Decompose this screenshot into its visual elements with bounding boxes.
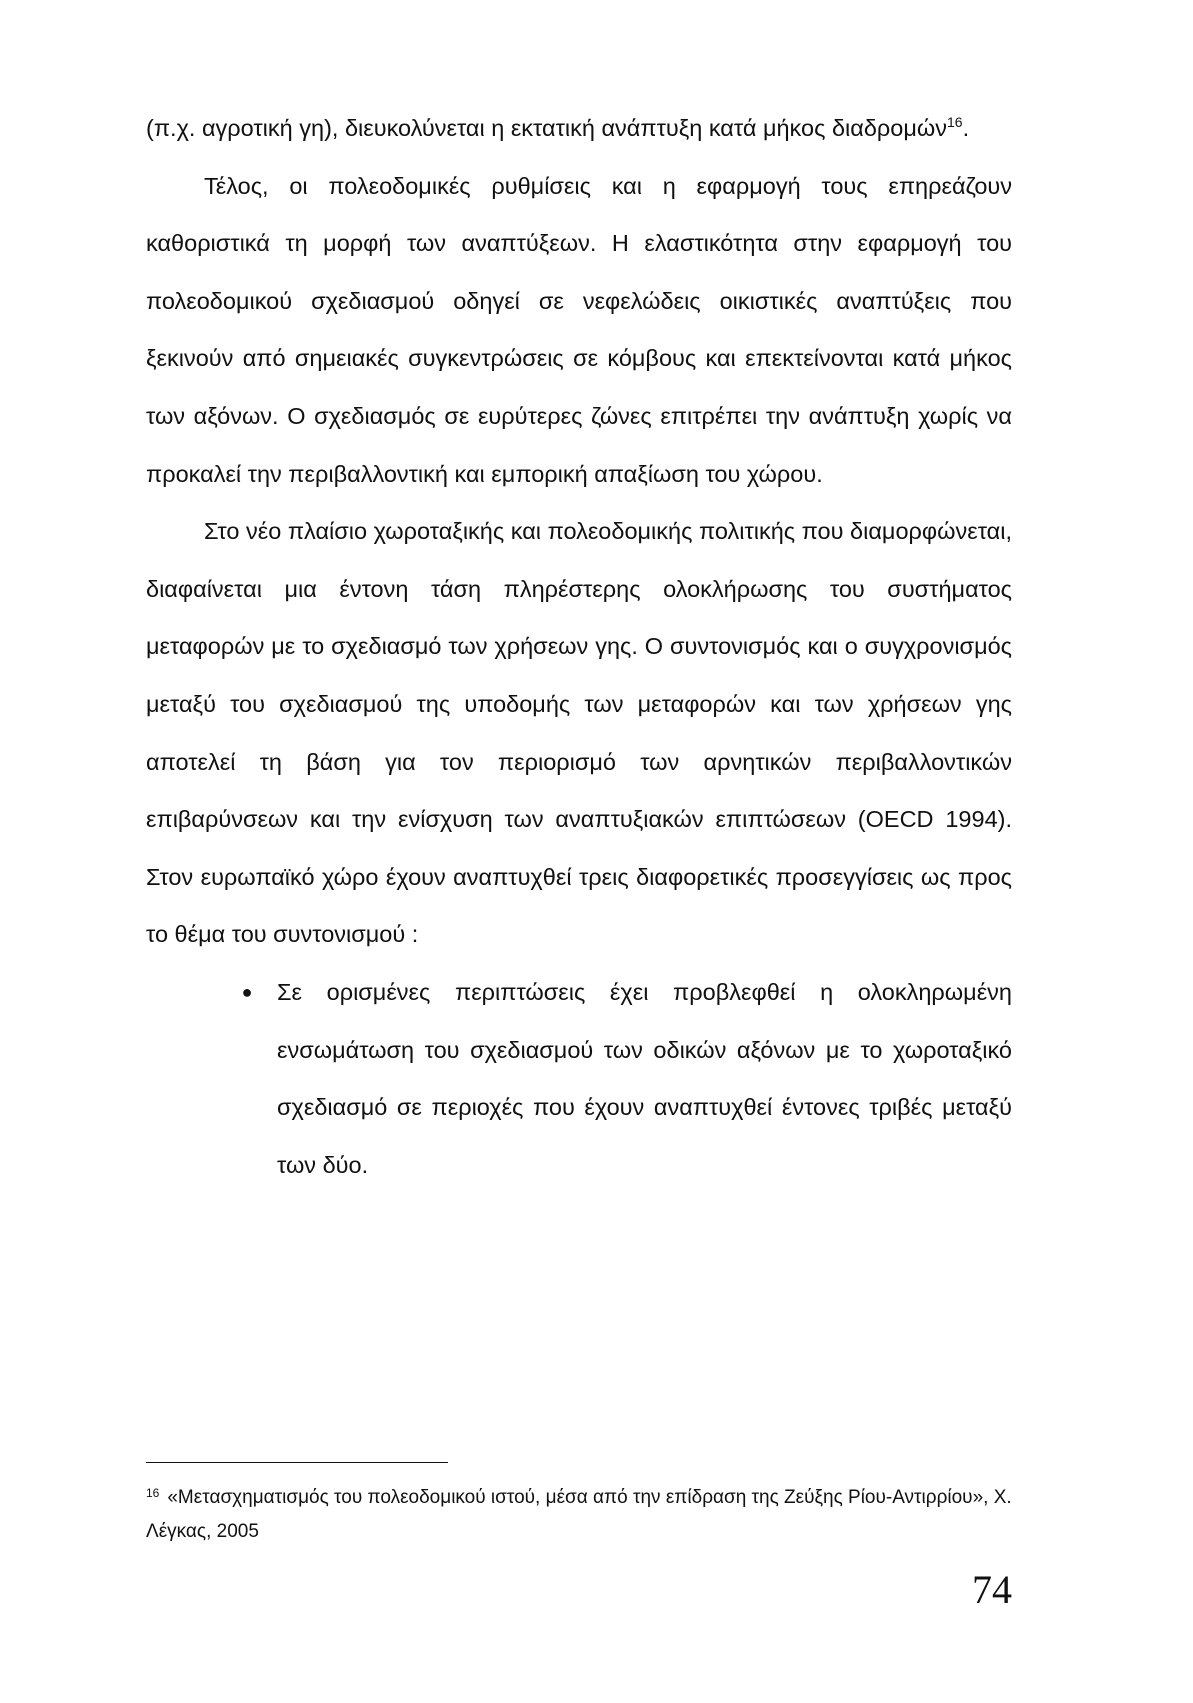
paragraph-1-text: (π.χ. αγροτική γη), διευκολύνεται η εκτατική ανάπτυξη κατά μήκος διαδρομών [146,115,947,141]
document-body [146,100,1012,1194]
list-item [241,964,1012,1194]
footnote-text: «Μετασχηματισμός του πολεοδομικού ιστού, μέσα από την επίδραση της Ζεύξης Ρίου-Αντιρρίου», Χ. Λέγκας, 2005 [146,1487,1012,1542]
bullet-icon: ● [241,981,253,1002]
footnote-divider [146,1462,448,1463]
page-number: 74 [972,1567,1012,1612]
paragraph-3: Στο νέο πλαίσιο χωροταξικής και πολεοδομικής πολιτικής που διαμορφώνεται, διαφαίνεται μια έντονη τάση πληρέστερης ολοκλήρωσης του συστήματος μεταφορών με το σχεδιασμό των χρήσεων γης. Ο συντονισμός και ο συγχρονισμός μεταξύ του σχεδιασμού της υποδομής των μεταφορών και των χρήσεων γης αποτελεί τη βάση για τον περιορισμό των αρνητικών περιβαλλοντικών επιβαρύνσεων και την ενίσχυση των αναπτυξιακών επιπτώσεων (OECD 1994). Στον ευρωπαϊκό χώρο έχουν αναπτυχθεί τρεις διαφορετικές προσεγγίσεις ως προς το θέμα του συντονισμού : [146,518,1012,948]
paragraph-1 [146,100,1012,158]
footnote [146,1481,1012,1549]
footnote-reference[interactable]: 16 [947,114,963,131]
bullet-list [146,964,1012,1194]
paragraph-1-tail: . [962,115,970,141]
list-item-text: Σε ορισμένες περιπτώσεις έχει προβλεφθεί η ολοκληρωμένη ενσωμάτωση του σχεδιασμού των οδικών αξόνων με το χωροταξικό σχεδιασμό σε περιοχές που έχουν αναπτυχθεί έντονες τριβές μεταξύ των δύο. [277,978,1012,1178]
paragraph-2: Τέλος, οι πολεοδομικές ρυθμίσεις και η εφαρμογή τους επηρεάζουν καθοριστικά τη μορφή των αναπτύξεων. Η ελαστικότητα στην εφαρμογή του πολεοδομικού σχεδιασμού οδηγεί σε νεφελώδεις οικιστικές αναπτύξεις που ξεκινούν από σημειακές συγκεντρώσεις σε κόμβους και επεκτείνονται κατά μήκος των αξόνων. Ο σχεδιασμός σε ευρύτερες ζώνες επιτρέπει την ανάπτυξη χωρίς να προκαλεί την περιβαλλοντική και εμπορική απαξίωση του χώρου. [146,172,1012,487]
footnote-number: 16 [146,1486,160,1500]
